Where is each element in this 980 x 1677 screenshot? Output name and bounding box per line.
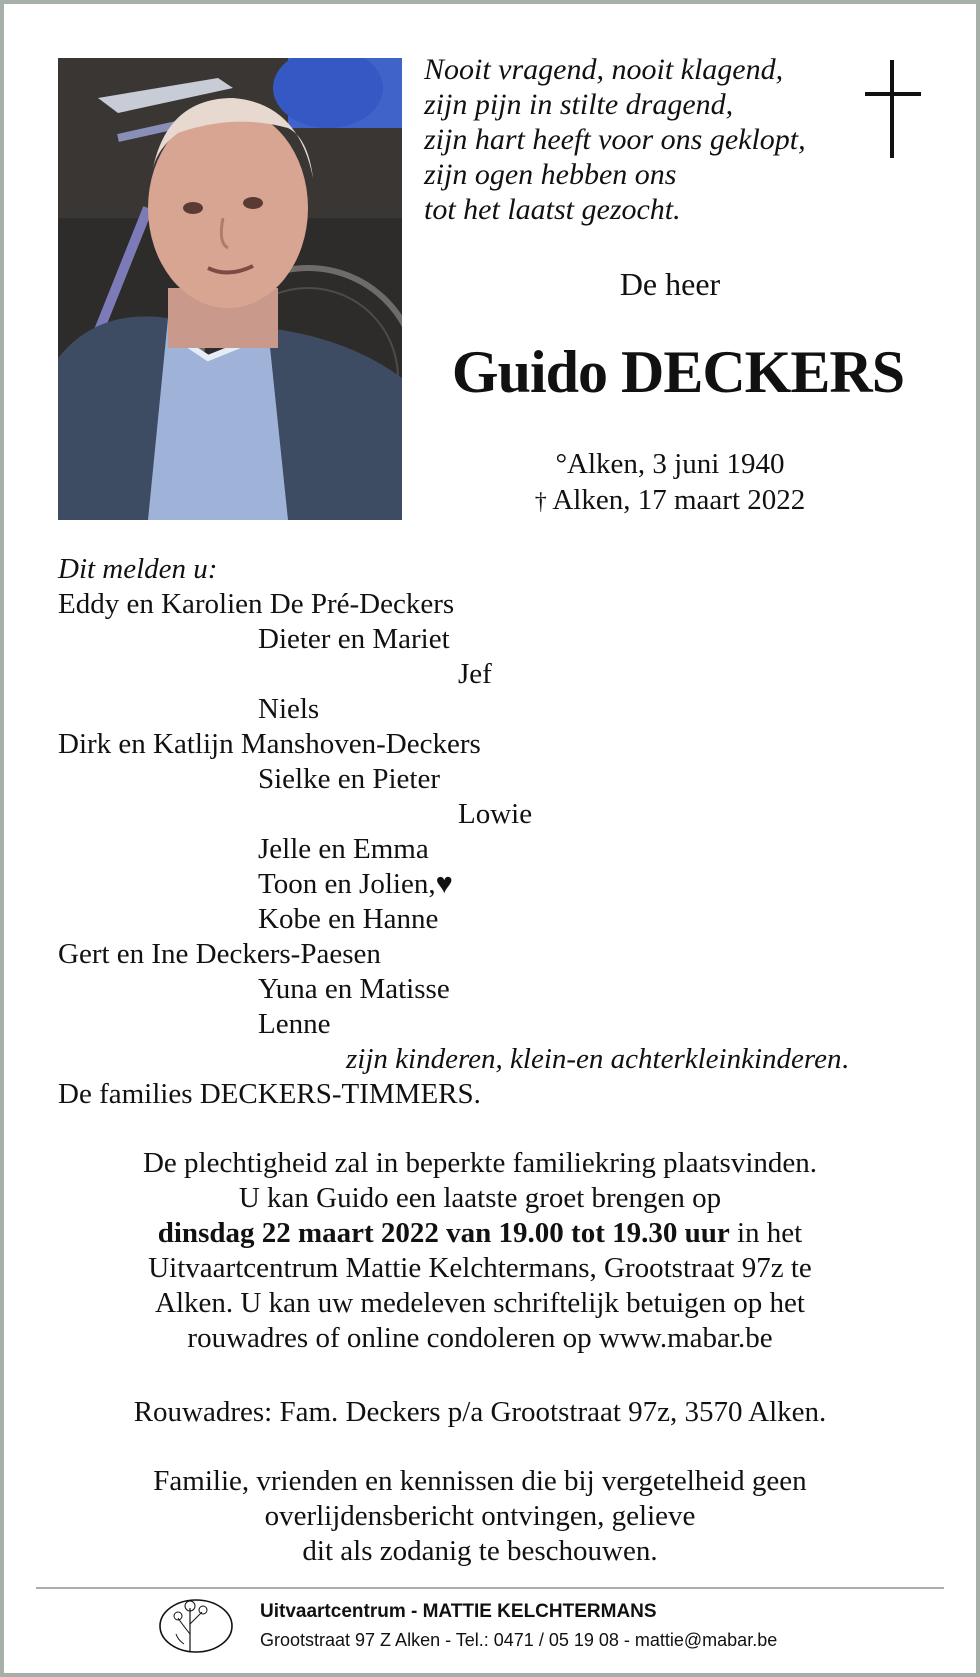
ceremony-line: Alken. U kan uw medeleven schriftelijk betuigen op het xyxy=(155,1287,805,1319)
notice-line: dit als zodanig te beschouwen. xyxy=(302,1535,658,1567)
ceremony-line: U kan Guido een laatste groet brengen op xyxy=(238,1182,722,1214)
ceremony-info xyxy=(40,1146,920,1356)
footer-divider xyxy=(36,1587,944,1589)
family-member: Dirk en Katlijn Manshoven-Deckers xyxy=(58,728,481,760)
family-member: Kobe en Hanne xyxy=(258,903,439,935)
ceremony-line: rouwadres of online condoleren op www.mabar.be xyxy=(187,1322,773,1354)
salutation: De heer xyxy=(619,266,721,302)
portrait-illustration xyxy=(58,58,402,520)
death-cross-icon: † xyxy=(534,489,547,515)
ceremony-line xyxy=(40,1216,920,1251)
family-relation xyxy=(346,1042,849,1077)
poem-line: Nooit vragend, nooit klagend, xyxy=(424,53,784,86)
family-member: Gert en Ine Deckers-Paesen xyxy=(58,938,381,970)
birth-date: °Alken, 3 juni 1940 xyxy=(555,448,785,480)
ceremony-line: Uitvaartcentrum Mattie Kelchtermans, Grootstraat 97z te xyxy=(148,1252,812,1284)
visitation-time: dinsdag 22 maart 2022 van 19.00 tot 19.30 uur xyxy=(157,1217,730,1249)
death-date-line xyxy=(470,482,870,520)
poem-line: tot het laatst gezocht. xyxy=(424,193,681,226)
portrait-photo xyxy=(58,58,402,520)
death-date: Alken, 17 maart 2022 xyxy=(546,484,806,516)
extended-family: De families DECKERS-TIMMERS. xyxy=(58,1078,481,1110)
family-member: Yuna en Matisse xyxy=(258,973,450,1005)
poem-line: zijn pijn in stilte dragend, xyxy=(424,88,734,121)
cross-icon xyxy=(863,60,923,160)
life-dates xyxy=(470,446,870,520)
family-member: Eddy en Karolien De Pré-Deckers xyxy=(58,588,455,620)
funeral-home-name: Uitvaartcentrum - MATTIE KELCHTERMANS xyxy=(260,1601,657,1622)
family-member: Toon en Jolien,♥ xyxy=(258,868,453,900)
ceremony-line: De plechtigheid zal in beperkte familiekring plaatsvinden. xyxy=(142,1147,817,1179)
ceremony-line-tail: in het xyxy=(729,1217,803,1249)
poem xyxy=(424,52,824,227)
poem-line: zijn hart heeft voor ons geklopt, xyxy=(424,123,806,156)
family-intro: Dit melden u: xyxy=(58,553,218,585)
notice-line: overlijdensbericht ontvingen, gelieve xyxy=(264,1500,696,1532)
deceased-name: Guido DECKERS xyxy=(451,339,905,405)
notice xyxy=(40,1464,920,1569)
poem-line: zijn ogen hebben ons xyxy=(424,158,677,191)
family-member: Dieter en Mariet xyxy=(258,623,450,655)
family-relation-text: zijn kinderen, klein-en achterkleinkinderen xyxy=(346,1043,842,1075)
family-member: Lowie xyxy=(458,798,533,830)
family-member: Sielke en Pieter xyxy=(258,763,441,795)
family-member: Jelle en Emma xyxy=(258,833,429,865)
family-member: Niels xyxy=(258,693,320,725)
mourning-address: Rouwadres: Fam. Deckers p/a Grootstraat 97z, 3570 Alken. xyxy=(133,1396,827,1428)
family-relation-end: . xyxy=(841,1043,849,1075)
family-member: Jef xyxy=(458,658,492,690)
funeral-home-logo-icon xyxy=(156,1594,240,1656)
notice-line: Familie, vrienden en kennissen die bij vergetelheid geen xyxy=(153,1465,807,1497)
family-member: Lenne xyxy=(258,1008,331,1040)
funeral-home-contact: Grootstraat 97 Z Alken - Tel.: 0471 / 05 19 08 - mattie@mabar.be xyxy=(260,1630,778,1650)
